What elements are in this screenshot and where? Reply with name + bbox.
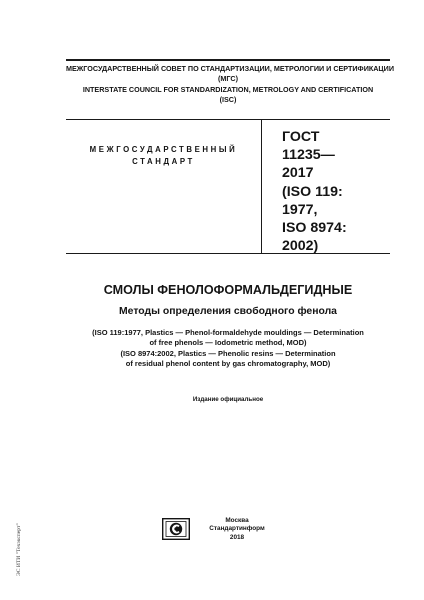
council-header bbox=[66, 64, 395, 105]
council-name-ru: МЕЖГОСУДАРСТВЕННЫЙ СОВЕТ ПО СТАНДАРТИЗАЦИИ, МЕТРОЛОГИИ И СЕРТИФИКАЦИИ bbox=[66, 64, 395, 73]
header-divider bbox=[66, 119, 390, 120]
designation-line: (ISO 119: bbox=[282, 183, 343, 200]
council-abbr-en: (ISC) bbox=[219, 95, 237, 104]
council-name-en: INTERSTATE COUNCIL FOR STANDARDIZATION, METROLOGY AND CERTIFICATION bbox=[82, 85, 374, 94]
publication-year: 2018 bbox=[229, 533, 245, 541]
standard-type-line1: МЕЖГОСУДАРСТВЕННЫЙ bbox=[89, 145, 238, 154]
council-abbr-ru: (МГС) bbox=[218, 74, 238, 83]
publisher-block bbox=[197, 517, 277, 542]
designation-line: 1977, bbox=[282, 201, 318, 218]
standard-designation bbox=[282, 128, 392, 255]
publisher-name: Стандартинформ bbox=[209, 525, 265, 533]
iso-references bbox=[40, 328, 416, 370]
iso-reference-line: (ISO 8974:2002, Plastics — Phenolic resins — Determination bbox=[120, 348, 336, 358]
designation-line: 2002) bbox=[282, 238, 319, 255]
iso-reference-line: of residual phenol content by gas chromatography, MOD) bbox=[125, 359, 331, 369]
top-rule bbox=[66, 59, 390, 61]
edition-note: Издание официальное bbox=[192, 396, 264, 403]
iso-reference-line: (ISO 119:1977, Plastics — Phenol-formaldehyde mouldings — Determination bbox=[92, 328, 364, 337]
publisher-city: Москва bbox=[225, 517, 249, 524]
standard-type-line2: СТАНДАРТ bbox=[132, 157, 195, 166]
column-divider bbox=[261, 119, 262, 253]
designation-line: ГОСТ bbox=[282, 129, 320, 145]
standartinform-logo-icon bbox=[162, 518, 190, 540]
document-title: СМОЛЫ ФЕНОЛОФОРМАЛЬДЕГИДНЫЕ bbox=[103, 283, 353, 297]
designation-line: ISO 8974: bbox=[282, 220, 347, 237]
document-subtitle: Методы определения свободного фенола bbox=[119, 306, 337, 317]
designation-line: 11235— bbox=[282, 147, 335, 164]
side-stamp-text: ЭС ИТИ "Техэксперт" bbox=[16, 523, 22, 576]
standard-type bbox=[66, 144, 261, 168]
designation-line: 2017 bbox=[282, 165, 314, 182]
iso-reference-line: of free phenols — Iodometric method, MOD) bbox=[149, 338, 307, 348]
